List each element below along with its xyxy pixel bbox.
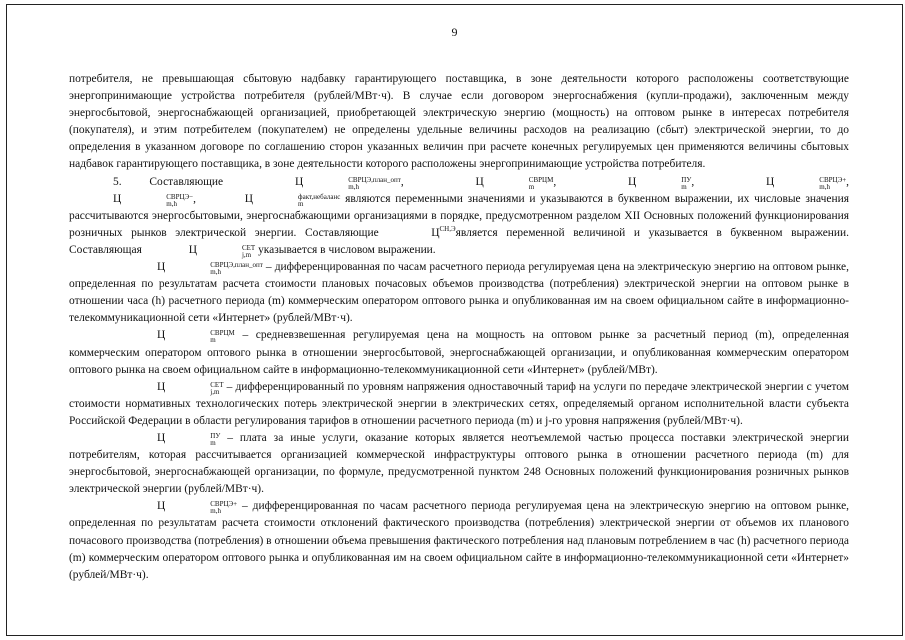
symbol-set: Ц СЕТ j,m [188,243,256,259]
definition-svrce-plus [69,498,849,583]
definition-text: – плата за иные услуги, оказание которых является неотъемлемой частью процесса поставки электрической энергии потребителям, которая рассчитывается организацией коммерческой инфраструктуры оптового рынка в отношении расчетного периода (m) для энергосбытовой, энергоснабжающей организации, по формуле, предусмотренной пунктом 248 Основных положений функционирования розничных рынков электрической энергии (рублей/МВт·ч). [69,431,849,496]
symbol-pu: Ц ПУ m [628,175,692,191]
page-frame [6,4,903,636]
symbol-svrcm: Ц СВРЦМ m [475,175,554,191]
page-number: 9 [451,25,458,39]
definition-text: – средневзвешенная регулируемая цена на мощность на оптовом рынке за расчетный период (m), определенная коммерческим оператором оптового рынка в отношении энергосбытовой, энергоснабжающей организации, и опубликованная коммерческим оператором оптового рынка на своем официальном сайте в информационно-телекоммуникационной сети «Интернет» (рублей/МВт). [69,329,849,376]
paragraph-continuation: потребителя, не превышающая сбытовую надбавку гарантирующего поставщика, в зоне деятельности которого расположены соответствующие энергопринимающие устройства потребителя (рублей/МВт·ч). В случае если договором энергоснабжения (купли-продажи), заключенным между энергосбытовой, энергоснабжающей организацией, приобретающей электрическую энергию (мощность) на оптовом рынке в интересах потребителя (покупателя), и этим потребителем (покупателем) не определены удельные величины расходов на реализацию (сбыт) электрической энергии, то до определения в указанном договоре по соглашению сторон указанных величин при расчете конечных регулируемых цен применяются величины сбытовых надбавок гарантирующего поставщика, в зоне деятельности которого расположены энергопринимающие устройства потребителя. [69,73,849,171]
components-text-2: является переменной величиной и указывается в буквенном выражении. Составляющая [69,226,849,256]
definition-symbol: Ц СВРЦМ m [157,329,235,345]
definition-svrcm [69,327,849,378]
components-text-1: являются переменными значениями и указываются в буквенном выражении, их числовые значения рассчитываются энергосбытовыми, энергоснабжающими организациями в порядке, предусмотренном разделом XII Основных положений функционирования розничных рынков электрической энергии. Составляющие [69,192,849,239]
definition-text: – дифференцированная по часам расчетного периода регулируемая цена на электрическую энергию на оптовом рынке, определенная по результатам расчета стоимости плановых почасовых объемов производства (потребления) электрической энергии на оптовом рынке в отношении часа (h) расчетного периода (m) коммерческим оператором оптового рынка и опубликованная им на своем официальном сайте в информационно-телекоммуникационной сети «Интернет» (рублей/МВт·ч). [69,261,849,325]
components-text-3: указывается в числовом выражении. [258,243,436,256]
definition-symbol: Ц ПУ m [157,431,221,447]
definition-set [69,379,849,430]
definition-pu [69,430,849,498]
symbol-svrce-plan: Ц СВРЦЭ,план_опт m,h [294,175,401,191]
definition-text: – дифференцированный по уровням напряжения одноставочный тариф на услуги по передаче электрической энергии с учетом стоимости нормативных технологических потерь электрической энергии в электрических сетях, определяемый органом исполнительной власти субъекта Российской Федерации в области регулирования тарифов в отношении расчетного периода (m) и j-го уровня напряжения (рублей/МВт·ч). [69,380,849,427]
definition-symbol: Ц СВРЦЭ,план_опт m,h [157,261,263,277]
paragraph-components: 5. Составляющие Ц СВРЦЭ,план_опт m,h , Ц СВРЦМ m , Ц ПУ m , Ц СВРЦЭ+ m,h , Ц СВРЦЭ− m,h , Ц факт,небаланс m являются переменными значениями и указываются в буквенном выражении, их числовые значения рассчитываются энергосбытовыми, энергоснабжающими организациями в порядке, предусмотренном разделом XII Основных положений функционирования розничных рынков электрической энергии. Составляющие $Ц^{СН,Э}является$ переменной величиной и указывается в буквенном выражении. Составляющая Ц СЕТ j,m указывается в числовом выражении. [69,175,850,259]
definition-symbol: Ц СЕТ j,m [157,380,224,396]
symbol-fact-nebalans: Ц факт,небаланс m [244,192,341,208]
symbol-svrce-minus: Ц СВРЦЭ− m,h [113,192,194,208]
symbol-sn-e: $Ц^{СН,Э}$ [431,225,456,239]
definition-text: – дифференцированная по часам расчетного периода регулируемая цена на электрическую энергию на оптовом рынке, определенная по результатам расчета стоимости отклонений фактического производства (потребления) электрической энергии от объемов их планового почасового производства (потребления) в отношении объема превышения фактического потребления над плановым потреблением в час (h) расчетного периода (m) коммерческим оператором оптового рынка и опубликованная им на своем официальном сайте в информационно-телекоммуникационной сети «Интернет» (рублей/МВт·ч). [69,500,850,581]
definition-svrce-plan [69,259,849,327]
symbol-svrce-plus: Ц СВРЦЭ+ m,h [766,175,847,191]
document-body [69,71,849,584]
definition-symbol: Ц СВРЦЭ+ m,h [157,500,238,516]
components-lead: 5. Составляющие [113,175,224,188]
